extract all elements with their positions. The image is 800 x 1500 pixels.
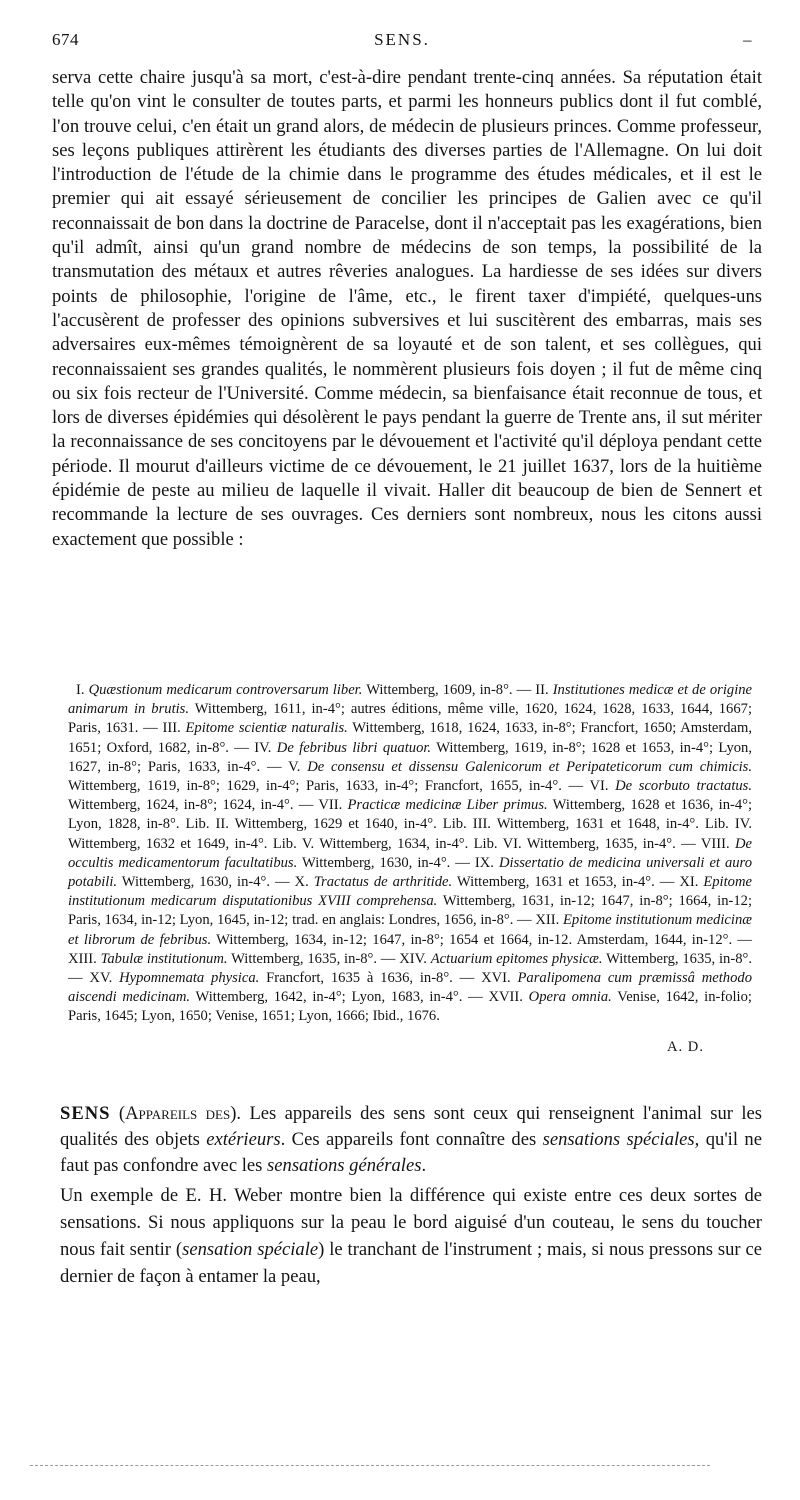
bib-entry-details: Venise, 1642, in-folio; Paris, 1645; Lyon, 1650; Venise, 1651; Lyon, 1666; Ibid., 1676. [68,989,752,1025]
bib-entry-title: Quæstionum medicarum controversarum liber. [88,682,363,698]
bib-entry-title: Tabulæ institutionum. [100,950,228,967]
bib-entry-title: De scorbuto tractatus. [615,778,752,795]
bib-entry-label: II. [535,682,549,698]
bib-entry-title: Paralipomena cum præmissâ methodo aiscendi medicinam. [68,970,752,1006]
bib-entry-label: VIII. [700,835,730,852]
bib-entry-title: Dissertatio de medicina universali et auro potabili. [68,854,752,891]
bib-entry-details: Wittemberg, 1619, in-8°; 1629, in-4°; Paris, 1633, in-4°; Francfort, 1655, in-4°. — [68,778,584,795]
author-signature: A. D. [666,1039,704,1055]
paragraph-text: Un exemple de E. H. Weber montre bien la différence qui existe entre ces deux sortes de sensations. Si nous appliquons sur la peau le bord aiguisé d'un couteau, le sens du toucher nous fait sentir ( [60,1185,762,1260]
bib-entry-details: Wittemberg, 1628 et 1636, in-4°; Lyon, 1828, in-8°. Lib. II. Wittemberg, 1629 et 1640, in-4°. Lib. III. Wittemberg, 1631 et 1648, in-4°. Lib. IV. Wittemberg, 1632 et 1649, in-4°. Lib. V. Wittemberg, 1634, in-4°. Lib. VI. Wittemberg, 1635, in-4°. — [68,797,753,852]
page-bottom-rule [30,1465,710,1466]
section-keyword: SENS [60,1103,111,1124]
paragraph-italic: sensation spéciale [182,1239,319,1260]
bib-entry-label: VII. [318,797,343,814]
section-entry [60,1101,762,1179]
weber-paragraph [60,1182,762,1290]
section-italic: extérieurs [206,1129,281,1150]
running-head: SENS. [374,30,430,49]
bib-entry-details: Wittemberg, 1624, in-8°; 1624, in-4°. — [68,797,314,814]
bibliography [68,681,752,1027]
section-text: . Ces appareils font connaître des [280,1129,537,1150]
bib-entry-label: V. [288,758,301,775]
bib-entry-details: Wittemberg, 1635, in-8°. — [231,950,396,967]
bib-entry-details: Wittemberg, 1611, in-4°; autres éditions, même ville, 1620, 1624, 1628, 1633, 1644, 1667; Paris, 1631. — [68,701,753,737]
bib-entry-details: Wittemberg, 1634, in-12; 1647, in-8°; 1654 et 1664, in-12. Amsterdam, 1644, in-12°. — [216,931,753,948]
paragraph-text: ) le tranchant de l'instrument ; mais, si nous pressons sur ce dernier de façon à entamer la peau, [60,1239,763,1287]
bib-entry-label: XIV. [399,950,427,967]
page-number: 674 [52,30,79,49]
bib-entry-details: Wittemberg, 1642, in-4°; Lyon, 1683, in-4°. — [195,989,483,1006]
bib-entry-title: Institutiones medicæ et de origine animarum in brutis. [68,682,753,718]
bib-entry-label: XIII. [68,950,97,967]
bib-entry-title: De febribus libri quatuor. [276,739,432,756]
bib-entry-title: De consensu et dissensu Galenicorum et Peripateticorum cum chimicis. [307,758,752,775]
section-italic: sensations générales [267,1155,422,1176]
bib-entry-label: XVII. [488,989,523,1006]
bib-entry-details: Wittemberg, 1619, in-8°; 1628 et 1653, in-4°; Lyon, 1627, in-8°; Paris, 1633, in-4°. — [68,739,753,775]
header-mark: – [743,30,752,49]
bib-entry-title: Tractatus de arthritide. [313,874,453,891]
bib-entry-details: Wittemberg, 1618, 1624, 1633, in-8°; Francfort, 1650; Amsterdam, 1651; Oxford, 1682, in-8°. — [68,720,752,756]
bib-entry-details: Francfort, 1635 à 1636, in-8°. — [266,970,475,987]
section-qualifier: (Appareils des). [118,1103,242,1124]
section-text: . [421,1155,427,1176]
bib-entry-title: Opera omnia. [528,989,612,1006]
section-text: , qu'il ne faut pas confondre avec les [60,1129,762,1176]
bib-entry-title: Epitome institutionum medicinæ et librorum de febribus. [68,912,752,948]
bib-entry-details: Wittemberg, 1635, in-8°. — [68,950,752,987]
page-header [52,30,752,56]
bib-entry-details: Wittemberg, 1609, in-8°. — [366,682,532,698]
bib-entry-label: XV. [89,970,113,987]
bib-entry-label: VI. [589,778,609,795]
bib-entry-details: Wittemberg, 1631 et 1653, in-4°. — [456,874,675,891]
bib-entry-label: III. [162,720,181,737]
bib-entry-label: X. [294,874,309,891]
bib-entry-title: Practicæ medicinæ Liber primus. [347,797,548,814]
bib-entry-label: XVI. [481,970,511,987]
bib-entry-title: Epitome institutionum medicarum disputationibus XVIII comprehensa. [68,874,752,910]
bib-entry-label: XI. [679,874,699,891]
bib-entry-details: Wittemberg, 1630, in-4°. — [302,854,470,871]
section-italic: sensations spéciales [542,1129,695,1150]
bib-entry-title: Epitome scientiæ naturalis. [185,720,348,737]
bib-entry-details: Wittemberg, 1631, in-12; 1647, in-8°; 1664, in-12; Paris, 1634, in-12; Lyon, 1645, in-12; trad. en anglais: Londres, 1656, in-8°. — [68,893,753,929]
bib-entry-label: IV. [254,739,272,756]
bib-entry-title: Hypomnemata physica. [119,970,260,987]
section-text: Les appareils des sens sont ceux qui renseignent l'animal sur les qualités des objets [60,1103,762,1150]
bib-entry-title: Actuarium epitomes physicæ. [430,950,603,967]
bib-entry-details: Wittemberg, 1630, in-4°. — [121,874,290,891]
bib-entry-label: I. [76,682,85,698]
bib-entry-title: De occultis medicamentorum facultatibus. [68,835,752,871]
bib-entry-label: IX. [474,854,494,871]
bib-entry-label: XII. [535,912,560,929]
body-paragraph: serva cette chaire jusqu'à sa mort, c'est-à-dire pendant trente-cinq années. Sa réputation était telle qu'on vint le consulter de toutes parts, et parmi les honneurs publics dont il fut comblé, l'on trouve celui, c'en était un grand alors, de médecin de plusieurs princes. Comme professeur, ses leçons publiques attirèrent les étudiants des diverses parties de l'Allemagne. On lui doit l'introduction de l'étude de la chimie dans le programme des études médicales, et il est le premier qui ait essayé sérieusement de concilier les principes de Galien avec ce qu'il reconnaissait de bon dans la doctrine de Paracelse, dont il n'acceptait pas les exagérations, bien qu'il admît, ainsi qu'un grand nombre de médecins de son temps, la possibilité de la transmutation des métaux et autres rêveries analogues. La hardiesse de ses idées sur divers points de philosophie, l'origine de l'âme, etc., le firent taxer d'impiété, quelques-uns l'accusèrent de professer des opinions subversives et lui suscitèrent des embarras, mais ses adversaires eux-mêmes témoignèrent de sa loyauté et de son talent, et ses collègues, qui reconnaissaient ses grandes qualités, le nommèrent plusieurs fois doyen ; il fut de même cinq ou six fois recteur de l'Université. Comme médecin, sa bienfaisance était reconnue de tous, et lors de diverses épidémies qui désolèrent le pays pendant la guerre de Trente ans, il sut mériter la reconnaissance de ses concitoyens par le dévouement et l'activité qu'il déploya pendant cette période. Il mourut d'ailleurs victime de ce dévouement, le 21 juillet 1637, lors de la huitième épidémie de peste au milieu de laquelle il vivait. Haller dit beaucoup de bien de Sennert et recommande la lecture de ses ouvrages. Ces derniers sont nombreux, nous les citons aussi exactement que possible : [52,67,762,550]
